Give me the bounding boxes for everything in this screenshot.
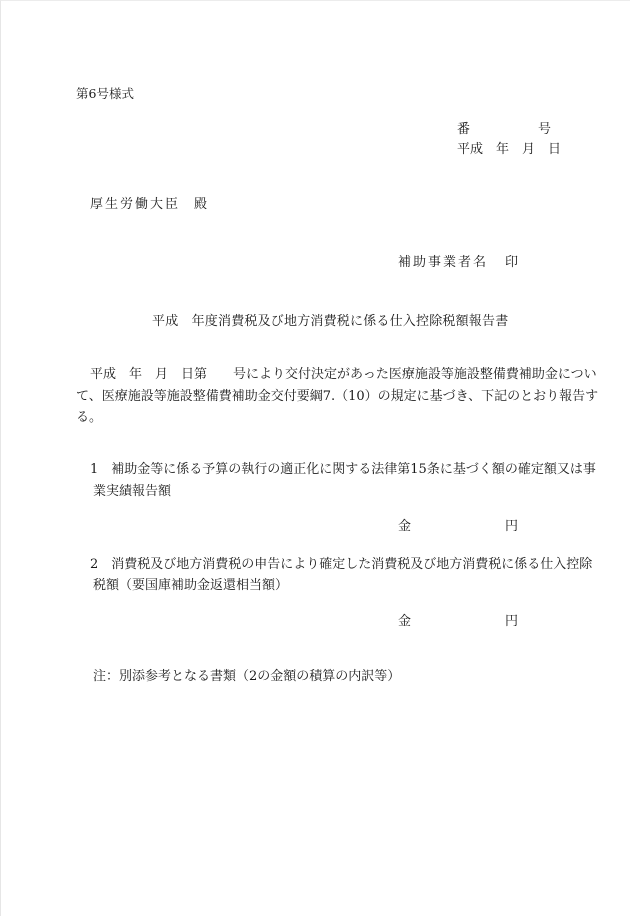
reference-number-suffix: 号 <box>538 122 552 137</box>
recipient-honorific: 殿 <box>194 197 208 212</box>
body-paragraph-line: 平成 年 月 日第 号により交付決定があった医療施設等施設整備費補助金につい <box>90 367 597 382</box>
document-date: 平成 年 月 日 <box>457 142 562 157</box>
item-1-amount-prefix: 金 <box>398 519 412 534</box>
item-1-text: 1 補助金等に係る予算の執行の適正化に関する法律第15条に基づく額の確定額又は事 <box>90 462 596 477</box>
item-2-amount-prefix: 金 <box>398 614 412 629</box>
item-2-text-continued: 税額（要国庫補助金返還相当額） <box>93 578 289 593</box>
document-title: 平成 年度消費税及び地方消費税に係る仕入控除税額報告書 <box>152 314 509 329</box>
body-paragraph-line: る。 <box>76 410 103 425</box>
item-1-amount-unit: 円 <box>505 519 519 534</box>
seal-mark: 印 <box>505 255 519 270</box>
item-2-text: 2 消費税及び地方消費税の申告により確定した消費税及び地方消費税に係る仕入控除 <box>90 557 593 572</box>
applicant-name-label: 補助事業者名 <box>398 255 489 270</box>
recipient-name: 厚生労働大臣 <box>90 197 181 212</box>
footnote: 注：別添参考となる書類（2の金額の積算の内訳等） <box>93 669 401 684</box>
form-number: 第6号様式 <box>76 86 134 101</box>
item-1-text-continued: 業実績報告額 <box>93 484 172 499</box>
item-2-amount-unit: 円 <box>505 614 519 629</box>
body-paragraph-line: て、医療施設等施設整備費補助金交付要綱7.（10）の規定に基づき、下記のとおり報告す <box>76 389 599 404</box>
reference-number-label: 番 <box>457 122 471 137</box>
